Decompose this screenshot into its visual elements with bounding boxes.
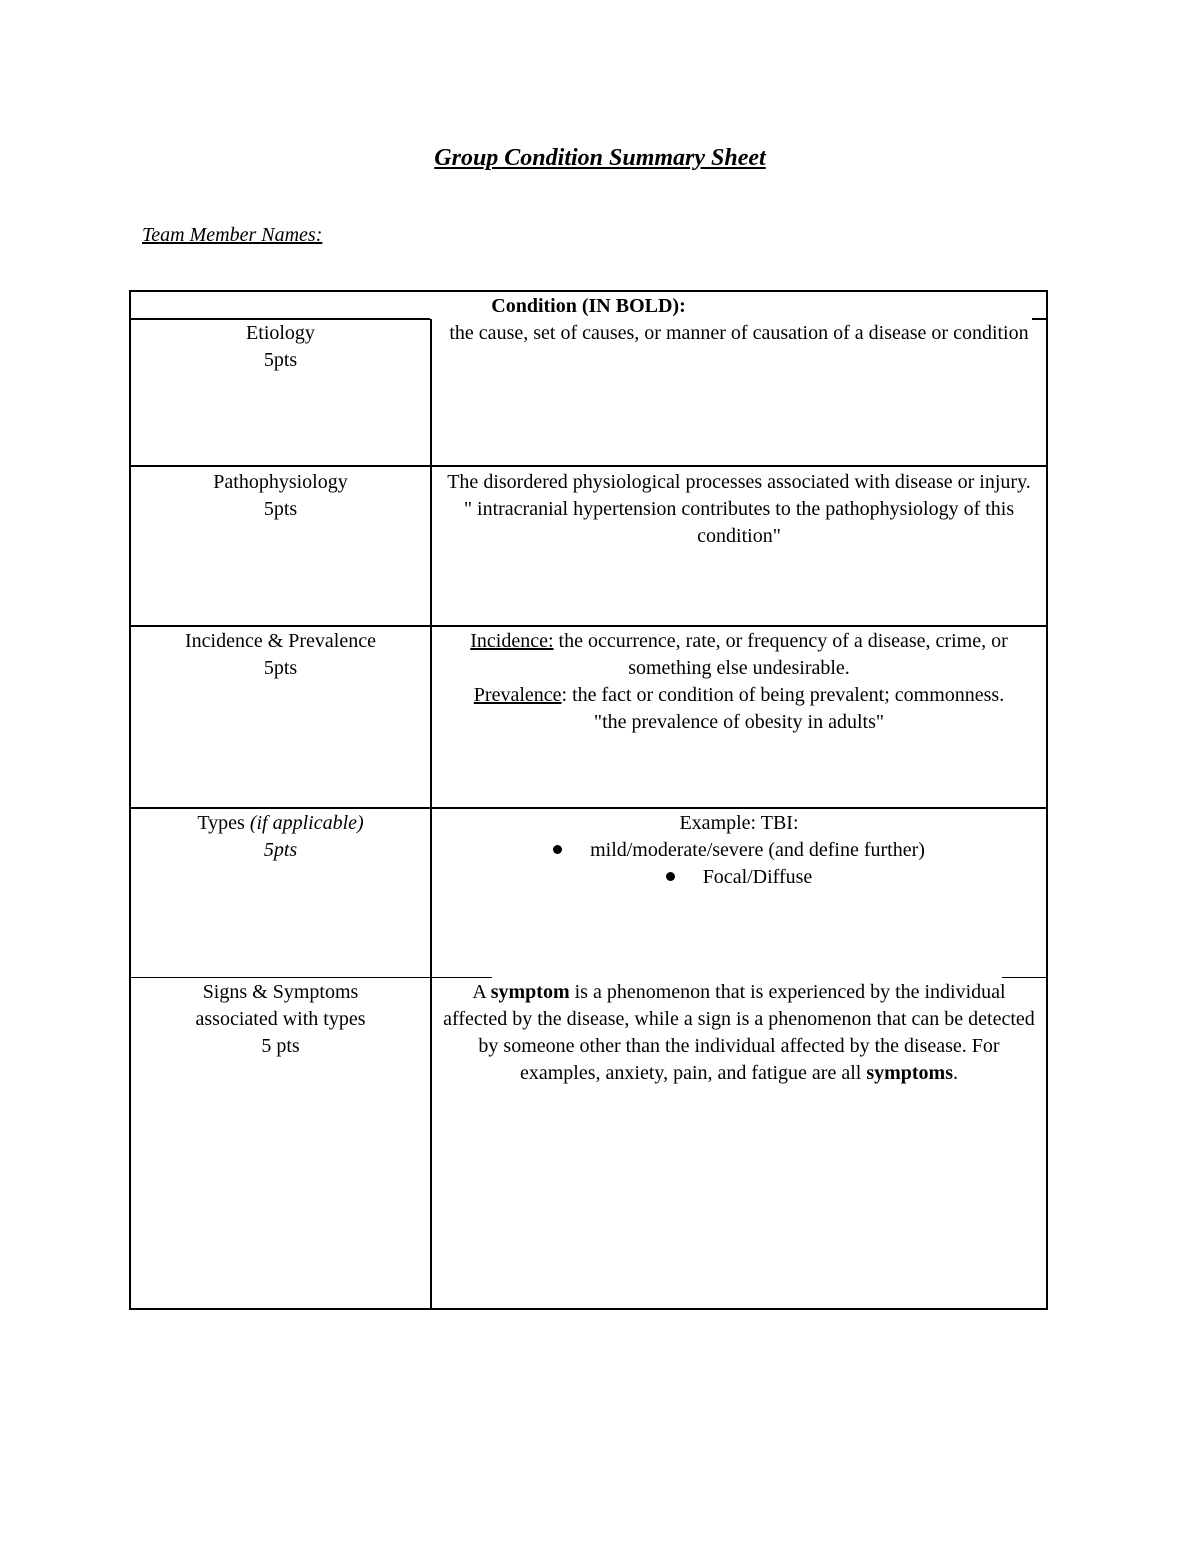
- types-bullet-list: [438, 837, 1040, 891]
- types-bullet-text: Focal/Diffuse: [702, 866, 813, 888]
- condition-summary-table: [129, 290, 1048, 1310]
- incidence-text: the occurrence, rate, or frequency of a disease, crime, or something else undesirable.: [553, 630, 1008, 679]
- incidence-definition: [438, 628, 1040, 682]
- types-label-cell: [131, 810, 430, 864]
- bullet-icon: [666, 872, 675, 881]
- pathophysiology-label: Pathophysiology: [213, 471, 348, 493]
- types-label: Types: [197, 812, 250, 834]
- types-bullet-text: mild/moderate/severe (and define further): [590, 839, 925, 861]
- etiology-points: 5pts: [263, 349, 298, 371]
- types-description-cell: [432, 810, 1046, 891]
- incidence-prevalence-label-cell: [131, 628, 430, 682]
- bullet-icon: [553, 845, 562, 854]
- pathophysiology-description: The disordered physiological processes associated with disease or injury.: [447, 471, 1031, 493]
- team-member-names-label: Team Member Names:: [142, 224, 323, 246]
- prevalence-term: Prevalence: [473, 684, 562, 706]
- signs-symptoms-description-cell: [432, 979, 1046, 1087]
- etiology-description: the cause, set of causes, or manner of causation of a disease or condition: [449, 322, 1029, 344]
- condition-header: Condition (IN BOLD):: [491, 295, 686, 317]
- prevalence-text: : the fact or condition of being prevalent; commonness.: [561, 684, 1005, 706]
- types-points: 5pts: [263, 839, 298, 861]
- list-item: [438, 837, 1040, 864]
- symptom-text-a: A: [472, 981, 491, 1003]
- signs-symptoms-label-sub: associated with types: [195, 1008, 366, 1030]
- signs-symptoms-label: Signs & Symptoms: [202, 981, 359, 1003]
- types-example-intro: Example: TBI:: [679, 812, 799, 834]
- prevalence-example: "the prevalence of obesity in adults": [593, 711, 885, 733]
- symptom-term: symptom: [490, 981, 570, 1003]
- types-label-line: [131, 810, 430, 837]
- row-divider: [131, 977, 492, 978]
- etiology-label: Etiology: [246, 322, 315, 344]
- signs-symptoms-label-cell: [131, 979, 430, 1060]
- incidence-prevalence-description-cell: [432, 628, 1046, 736]
- row-divider: [131, 625, 1046, 627]
- incidence-prevalence-points: 5pts: [263, 657, 298, 679]
- signs-symptoms-description: [438, 979, 1040, 1087]
- incidence-prevalence-label: Incidence & Prevalence: [184, 630, 376, 652]
- pathophysiology-example: " intracranial hypertension contributes to the pathophysiology of this condition": [463, 498, 1015, 547]
- symptom-text-c: .: [953, 1062, 958, 1084]
- pathophysiology-description-cell: [432, 469, 1046, 550]
- symptoms-term: symptoms: [866, 1062, 953, 1084]
- types-label-note: (if applicable): [249, 812, 364, 834]
- signs-symptoms-points: 5 pts: [261, 1035, 300, 1057]
- list-item: [438, 864, 1040, 891]
- prevalence-definition: [438, 682, 1040, 709]
- row-divider: [1002, 977, 1046, 978]
- row-divider: [131, 465, 1046, 467]
- incidence-term: Incidence:: [470, 630, 554, 652]
- pathophysiology-points: 5pts: [263, 498, 298, 520]
- pathophysiology-label-cell: [131, 469, 430, 523]
- row-divider: [131, 807, 1046, 809]
- etiology-description-cell: [432, 320, 1046, 347]
- etiology-label-cell: [131, 320, 430, 374]
- symptom-text-b: is a phenomenon that is experienced by the individual affected by the disease, while a sign is a phenomenon that can be detected by someone other than the individual affected by the disease. For examples, anxiety, pain, and fatigue are all: [443, 981, 1035, 1084]
- page-title: Group Condition Summary Sheet: [434, 145, 766, 171]
